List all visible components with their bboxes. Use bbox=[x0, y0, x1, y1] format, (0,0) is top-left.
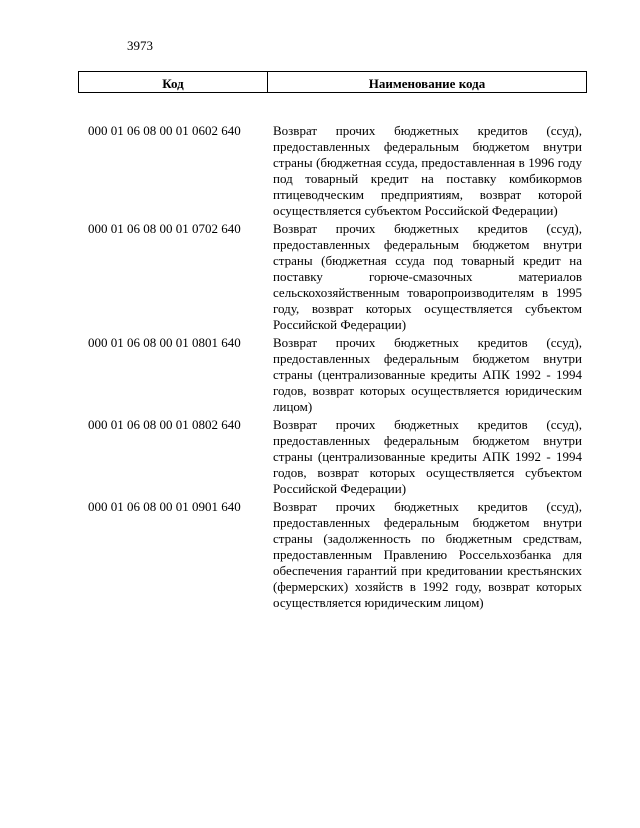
row-code: 000 01 06 08 00 01 0901 640 bbox=[88, 499, 241, 514]
header-name: Наименование кода bbox=[368, 76, 486, 91]
row-description: Возврат прочих бюджетных кредитов (ссуд), предоставленных федеральным бюджетом внутри страны (бюджетная ссуда под товарный кредит на поставку горюче-смазочных материалов сельскохозяйственным товаропроизводителям в 1995 году, возврат которых осуществляется субъектом Российской Федерации) bbox=[273, 221, 582, 332]
table-row bbox=[88, 335, 582, 415]
table-row bbox=[88, 499, 582, 611]
table-row bbox=[88, 123, 582, 219]
page-number: 3973 bbox=[127, 38, 153, 53]
row-code: 000 01 06 08 00 01 0802 640 bbox=[88, 417, 241, 432]
row-code: 000 01 06 08 00 01 0602 640 bbox=[88, 123, 241, 138]
header-code: Код bbox=[79, 72, 268, 92]
table-row bbox=[88, 221, 582, 333]
code-table-body bbox=[88, 123, 582, 613]
row-code: 000 01 06 08 00 01 0702 640 bbox=[88, 221, 241, 236]
table-row bbox=[88, 417, 582, 497]
row-description: Возврат прочих бюджетных кредитов (ссуд), предоставленных федеральным бюджетом внутри страны (централизованные кредиты АПК 1992 - 1994 годов, возврат которых осуществляется юридическим лицом) bbox=[273, 335, 582, 414]
row-code: 000 01 06 08 00 01 0801 640 bbox=[88, 335, 241, 350]
table-header bbox=[78, 71, 587, 93]
row-description: Возврат прочих бюджетных кредитов (ссуд), предоставленных федеральным бюджетом внутри страны (бюджетная ссуда, предоставленная в 1996 году под товарный кредит на поставку комбикормов птицеводческим предприятиям, возврат которой осуществляется субъектом Российской Федерации) bbox=[273, 123, 582, 218]
row-description: Возврат прочих бюджетных кредитов (ссуд), предоставленных федеральным бюджетом внутри страны (централизованные кредиты АПК 1992 - 1994 годов, возврат которых осуществляется субъектом Российской Федерации) bbox=[273, 417, 582, 496]
row-description: Возврат прочих бюджетных кредитов (ссуд), предоставленных федеральным бюджетом внутри страны (задолженность по бюджетным средствам, предоставленным Правлению Россельхозбанка для обеспечения гарантий при кредитовании крестьянских (фермерских) хозяйств в 1992 году, возврат которых осуществляется юридическим лицом) bbox=[273, 499, 582, 610]
